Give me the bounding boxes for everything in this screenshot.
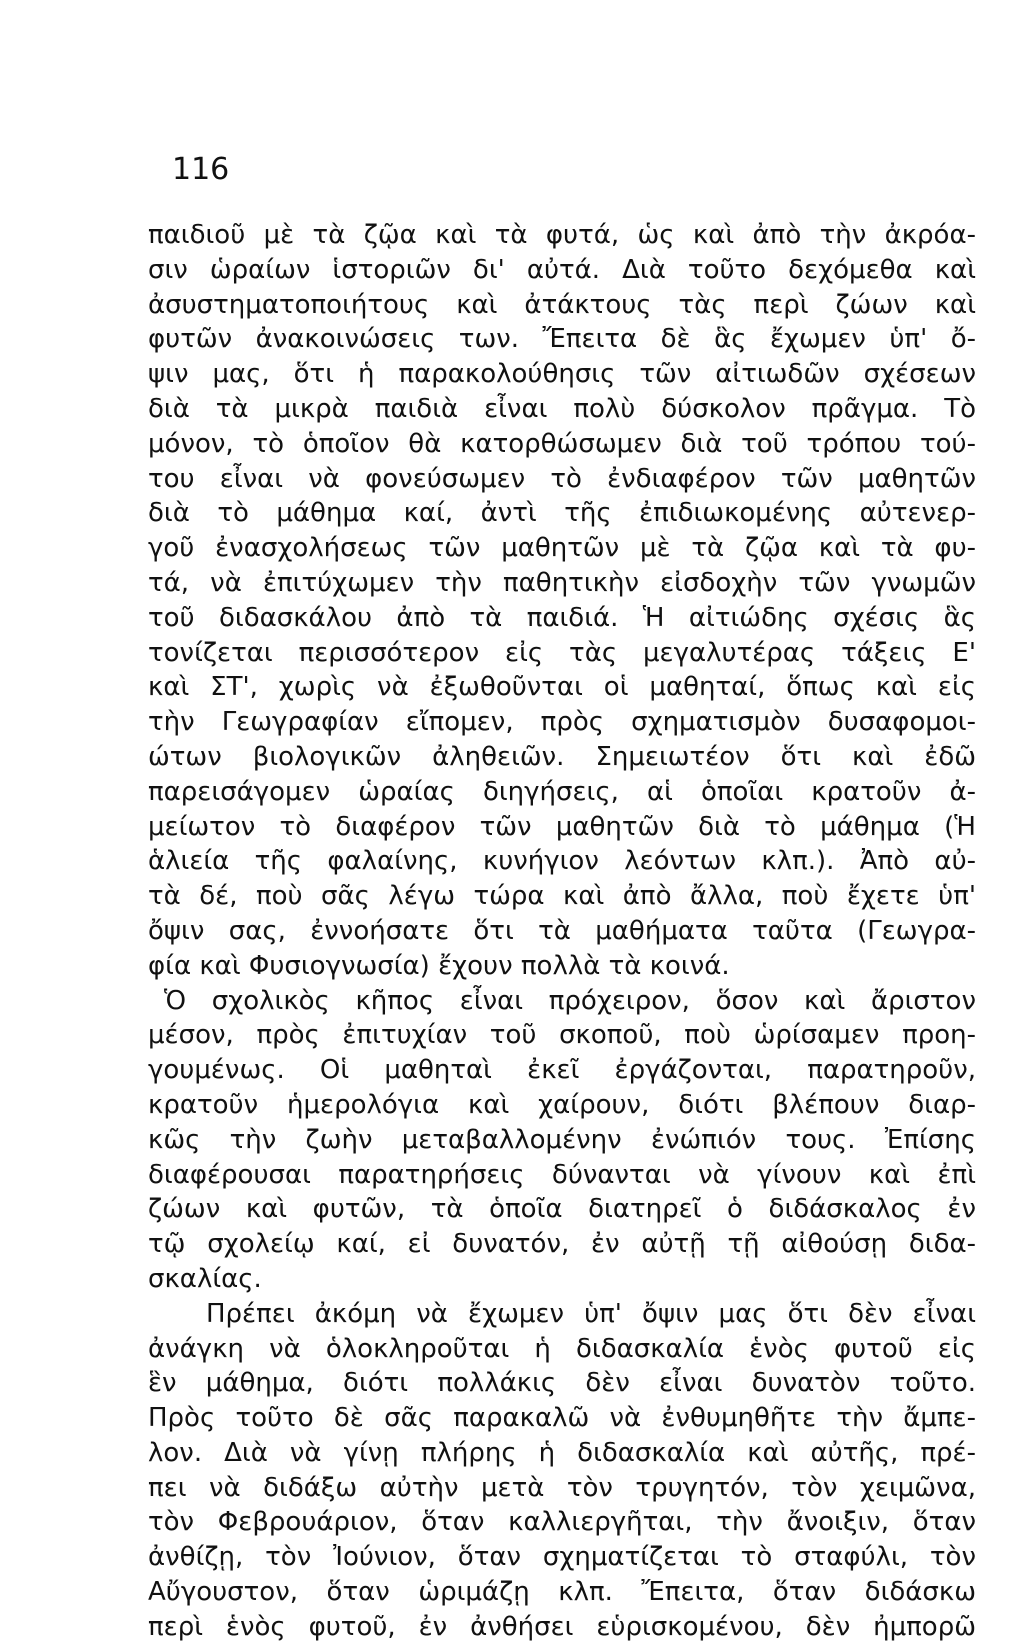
text-line: περὶ ἑνὸς φυτοῦ, ἐν ἀνθήσει εὑρισκομένου, δὲν ἠμπορῶ	[148, 1611, 976, 1642]
text-line: διὰ τὸ μάθημα καί, ἀντὶ τῆς ἐπιδιωκομένης αὐτενερ-	[148, 498, 976, 529]
text-line: παρεισάγομεν ὡραίας διηγήσεις, αἱ ὁποῖαι κρατοῦν ἀ-	[148, 776, 976, 807]
text-line: Αὔγουστον, ὅταν ὡριμάζῃ κλπ. Ἔπειτα, ὅταν διδάσκω	[148, 1577, 976, 1608]
text-line: ὄψιν σας, ἐννοήσατε ὅτι τὰ μαθήματα ταῦτα (Γεωγρα-	[148, 915, 976, 946]
text-line: διαφέρουσαι παρατηρήσεις δύνανται νὰ γίνουν καὶ ἐπὶ	[148, 1159, 976, 1190]
text-line: ἓν μάθημα, διότι πολλάκις δὲν εἶναι δυνατὸν τοῦτο.	[148, 1368, 976, 1399]
text-line: γουμένως. Οἱ μαθηταὶ ἐκεῖ ἐργάζονται, παρατηροῦν,	[148, 1055, 976, 1086]
text-line: τοῦ διδασκάλου ἀπὸ τὰ παιδιά. Ἡ αἰτιώδης σχέσις ἃς	[148, 602, 976, 633]
text-line: τῷ σχολείῳ καί, εἰ δυνατόν, ἐν αὐτῇ τῇ αἰθούσῃ διδα-	[148, 1229, 976, 1260]
text-line: καὶ ΣΤ', χωρὶς νὰ ἐξωθοῦνται οἱ μαθηταί, ὅπως καὶ εἰς	[148, 672, 976, 703]
text-line: ἀνάγκη νὰ ὁλοκληροῦται ἡ διδασκαλία ἑνὸς φυτοῦ εἰς	[148, 1333, 976, 1364]
page-number: 116	[172, 152, 230, 187]
text-line: τονίζεται περισσότερον εἰς τὰς μεγαλυτέρας τάξεις Ε'	[148, 637, 976, 668]
text-line: πει νὰ διδάξω αὐτὴν μετὰ τὸν τρυγητόν, τὸν χειμῶνα,	[148, 1472, 976, 1503]
text-line: Πρέπει ἀκόμη νὰ ἔχωμεν ὑπ' ὄψιν μας ὅτι δὲν εἶναι	[206, 1298, 976, 1329]
text-line: σιν ὡραίων ἱστοριῶν δι' αὐτά. Διὰ τοῦτο δεχόμεθα καὶ	[148, 254, 976, 285]
text-line: κῶς τὴν ζωὴν μεταβαλλομένην ἐνώπιόν τους. Ἐπίσης	[148, 1124, 976, 1155]
text-line: ζώων καὶ φυτῶν, τὰ ὁποῖα διατηρεῖ ὁ διδάσκαλος ἐν	[148, 1194, 976, 1225]
text-line: παιδιοῦ μὲ τὰ ζῷα καὶ τὰ φυτά, ὡς καὶ ἀπὸ τὴν ἀκρόα-	[148, 220, 976, 250]
text-line: τὰ δέ, ποὺ σᾶς λέγω τώρα καὶ ἀπὸ ἄλλα, ποὺ ἔχετε ὑπ'	[148, 881, 976, 912]
text-line: κρατοῦν ἡμερολόγια καὶ χαίρουν, διότι βλέπουν διαρ-	[148, 1089, 976, 1120]
text-line: φία καὶ Φυσιογνωσία) ἔχουν πολλὰ τὰ κοινά.	[148, 950, 730, 981]
text-line: Ὁ σχολικὸς κῆπος εἶναι πρόχειρον, ὅσον καὶ ἄριστον	[164, 985, 976, 1016]
body-text	[148, 218, 976, 1645]
text-line: μείωτον τὸ διαφέρον τῶν μαθητῶν διὰ τὸ μάθημα (Ἡ	[148, 811, 976, 842]
text-line: ἀνθίζῃ, τὸν Ἰούνιον, ὅταν σχηματίζεται τὸ σταφύλι, τὸν	[148, 1542, 976, 1573]
text-line: μόνον, τὸ ὁποῖον θὰ κατορθώσωμεν διὰ τοῦ τρόπου τού-	[148, 428, 976, 459]
text-line: ψιν μας, ὅτι ἡ παρακολούθησις τῶν αἰτιωδῶν σχέσεων	[148, 359, 976, 390]
text-line: τὸν Φεβρουάριον, ὅταν καλλιεργῆται, τὴν ἄνοιξιν, ὅταν	[148, 1507, 976, 1538]
text-line: ἁλιεία τῆς φαλαίνης, κυνήγιον λεόντων κλπ.). Ἀπὸ αὐ-	[148, 846, 976, 877]
text-line: του εἶναι νὰ φονεύσωμεν τὸ ἐνδιαφέρον τῶν μαθητῶν	[148, 463, 976, 494]
text-line: λον. Διὰ νὰ γίνῃ πλήρης ἡ διδασκαλία καὶ αὐτῆς, πρέ-	[148, 1437, 976, 1468]
text-line: Πρὸς τοῦτο δὲ σᾶς παρακαλῶ νὰ ἐνθυμηθῆτε τὴν ἄμπε-	[148, 1403, 976, 1434]
text-line: σκαλίας.	[148, 1263, 262, 1294]
text-line: γοῦ ἐνασχολήσεως τῶν μαθητῶν μὲ τὰ ζῷα καὶ τὰ φυ-	[148, 533, 976, 564]
text-line: ἀσυστηματοποιήτους καὶ ἀτάκτους τὰς περὶ ζώων καὶ	[148, 289, 976, 320]
text-line: φυτῶν ἀνακοινώσεις των. Ἔπειτα δὲ ἃς ἔχωμεν ὑπ' ὄ-	[148, 324, 976, 355]
text-line: μέσον, πρὸς ἐπιτυχίαν τοῦ σκοποῦ, ποὺ ὡρίσαμεν προη-	[148, 1020, 976, 1051]
text-line: διὰ τὰ μικρὰ παιδιὰ εἶναι πολὺ δύσκολον πρᾶγμα. Τὸ	[148, 393, 976, 424]
text-line: τά, νὰ ἐπιτύχωμεν τὴν παθητικὴν εἰσδοχὴν τῶν γνωμῶν	[148, 567, 976, 598]
text-line: ώτων βιολογικῶν ἀληθειῶν. Σημειωτέον ὅτι καὶ ἐδῶ	[148, 741, 976, 772]
text-line: τὴν Γεωγραφίαν εἴπομεν, πρὸς σχηματισμὸν δυσαφομοι-	[148, 707, 976, 738]
